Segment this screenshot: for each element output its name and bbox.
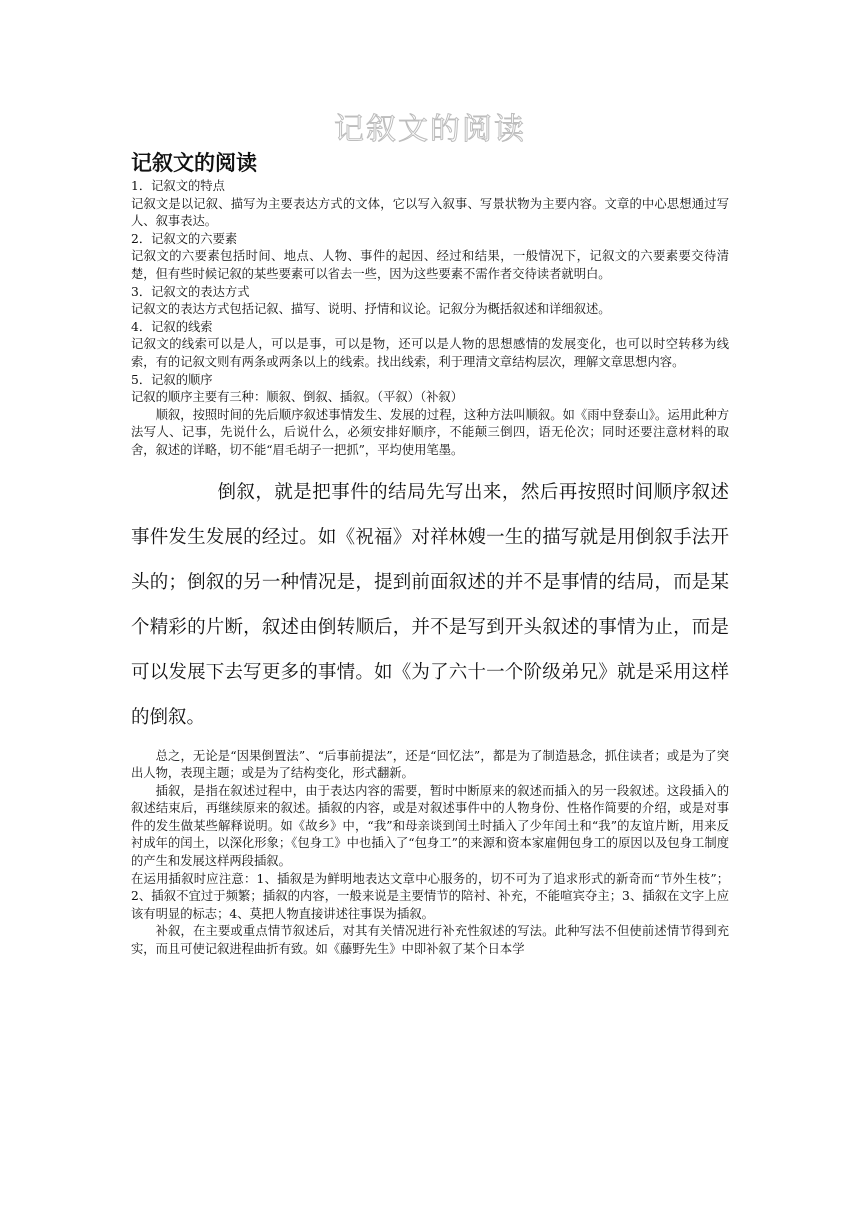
section-heading: 1．记叙文的特点	[131, 179, 225, 193]
section-text: 记叙文的表达方式包括记叙、描写、说明、抒情和议论。记叙分为概括叙述和详细叙述。	[131, 302, 611, 317]
section-text: 记叙的顺序主要有三种：顺叙、倒叙、插叙。（平叙）（补叙）	[131, 390, 464, 405]
section-text: 记叙文的线索可以是人，可以是事，可以是物，还可以是人物的思想感情的发展变化，也可以时空转移为线索，有的记叙文则有两条或两条以上的线索。找出线索，利于理清文章结构层次，理解文章思想内容。	[131, 337, 729, 369]
section-heading: 2．记叙文的六要素	[131, 231, 238, 246]
document-body	[131, 148, 729, 959]
chaxu-paragraph: 插叙，是指在叙述过程中，由于表达内容的需要，暂时中断原来的叙述而插入的另一段叙述。这段插入的叙述结束后，再继续原来的叙述。插叙的内容，或是对叙述事件中的人物身份、性格作简要的介绍，或是对事件的发生做某些解释说明。如《故乡》中，“我”和母亲谈到闰土时插入了少年闰土和“我”的友谊片断，用来反衬成年的闰土，以深化形象；《包身工》中也插入了“包身工”的来源和资本家雇佣包身工的原因以及包身工制度的产生和发展这样两段插叙。	[131, 783, 729, 869]
section-text: 记叙文的六要素包括时间、地点、人物、事件的起因、经过和结果，一般情况下，记叙文的六要素要交待清楚，但有些时候记叙的某些要素可以省去一些，因为这些要素不需作者交待读者就明白。	[131, 249, 729, 281]
section-text: 记叙文是以记叙、描写为主要表达方式的文体，它以写入叙事、写景状物为主要内容。文章的中心思想通过写人、叙事表达。	[131, 196, 729, 229]
watermark-title: 记叙文的阅读	[334, 112, 526, 147]
section-heading: 4．记叙的线索	[131, 319, 213, 334]
daoxu-text: 倒叙，就是把事件的结局先写出来，然后再按照时间顺序叙述事件发生发展的经过。如《祝福》对祥林嫂一生的描写就是用倒叙手法开头的；倒叙的另一种情况是，提到前面叙述的并不是事情的结局，而是某个精彩的片断，叙述由倒转顺后，并不是写到开头叙述的事情为止，而是可以发展下去写更多的事情。如《为了六十一个阶级弟兄》就是采用这样的倒叙。	[131, 481, 729, 728]
chaxu-note-paragraph: 在运用插叙时应注意：1、插叙是为鲜明地表达文章中心服务的，切不可为了追求形式的新奇而“节外生枝”；2、插叙不宜过于频繁；插叙的内容，一般来说是主要情节的陪衬、补充，不能喧宾夺主；3、插叙在文字上应该有明显的标志；4、莫把人物直接讲述往事误为插叙。	[131, 871, 729, 921]
section-heading: 5．记叙的顺序	[131, 372, 213, 387]
buxu-paragraph: 补叙，在主要或重点情节叙述后，对其有关情况进行补充性叙述的写法。此种写法不但使前述情节得到充实，而且可使记叙进程曲折有致。如《藤野先生》中即补叙了某个日本学	[131, 924, 729, 957]
summary-paragraph: 总之，无论是“因果倒置法”、“后事前提法”，还是“回忆法”，都是为了制造悬念，抓住读者；或是为了突出人物，表现主题；或是为了结构变化，形式翻新。	[131, 748, 729, 781]
shunxu-paragraph: 顺叙，按照时间的先后顺序叙述事情发生、发展的过程，这种方法叫顺叙。如《雨中登泰山》。运用此种方法写人、记事，先说什么，后说什么，必须安排好顺序，不能颠三倒四，语无伦次；同时还要注意材料的取舍，叙述的详略，切不能“眉毛胡子一把抓”，平均使用笔墨。	[131, 407, 729, 457]
document-title: 记叙文的阅读	[131, 151, 257, 175]
daoxu-paragraph	[131, 470, 729, 740]
section-heading: 3．记叙文的表达方式	[131, 284, 250, 299]
